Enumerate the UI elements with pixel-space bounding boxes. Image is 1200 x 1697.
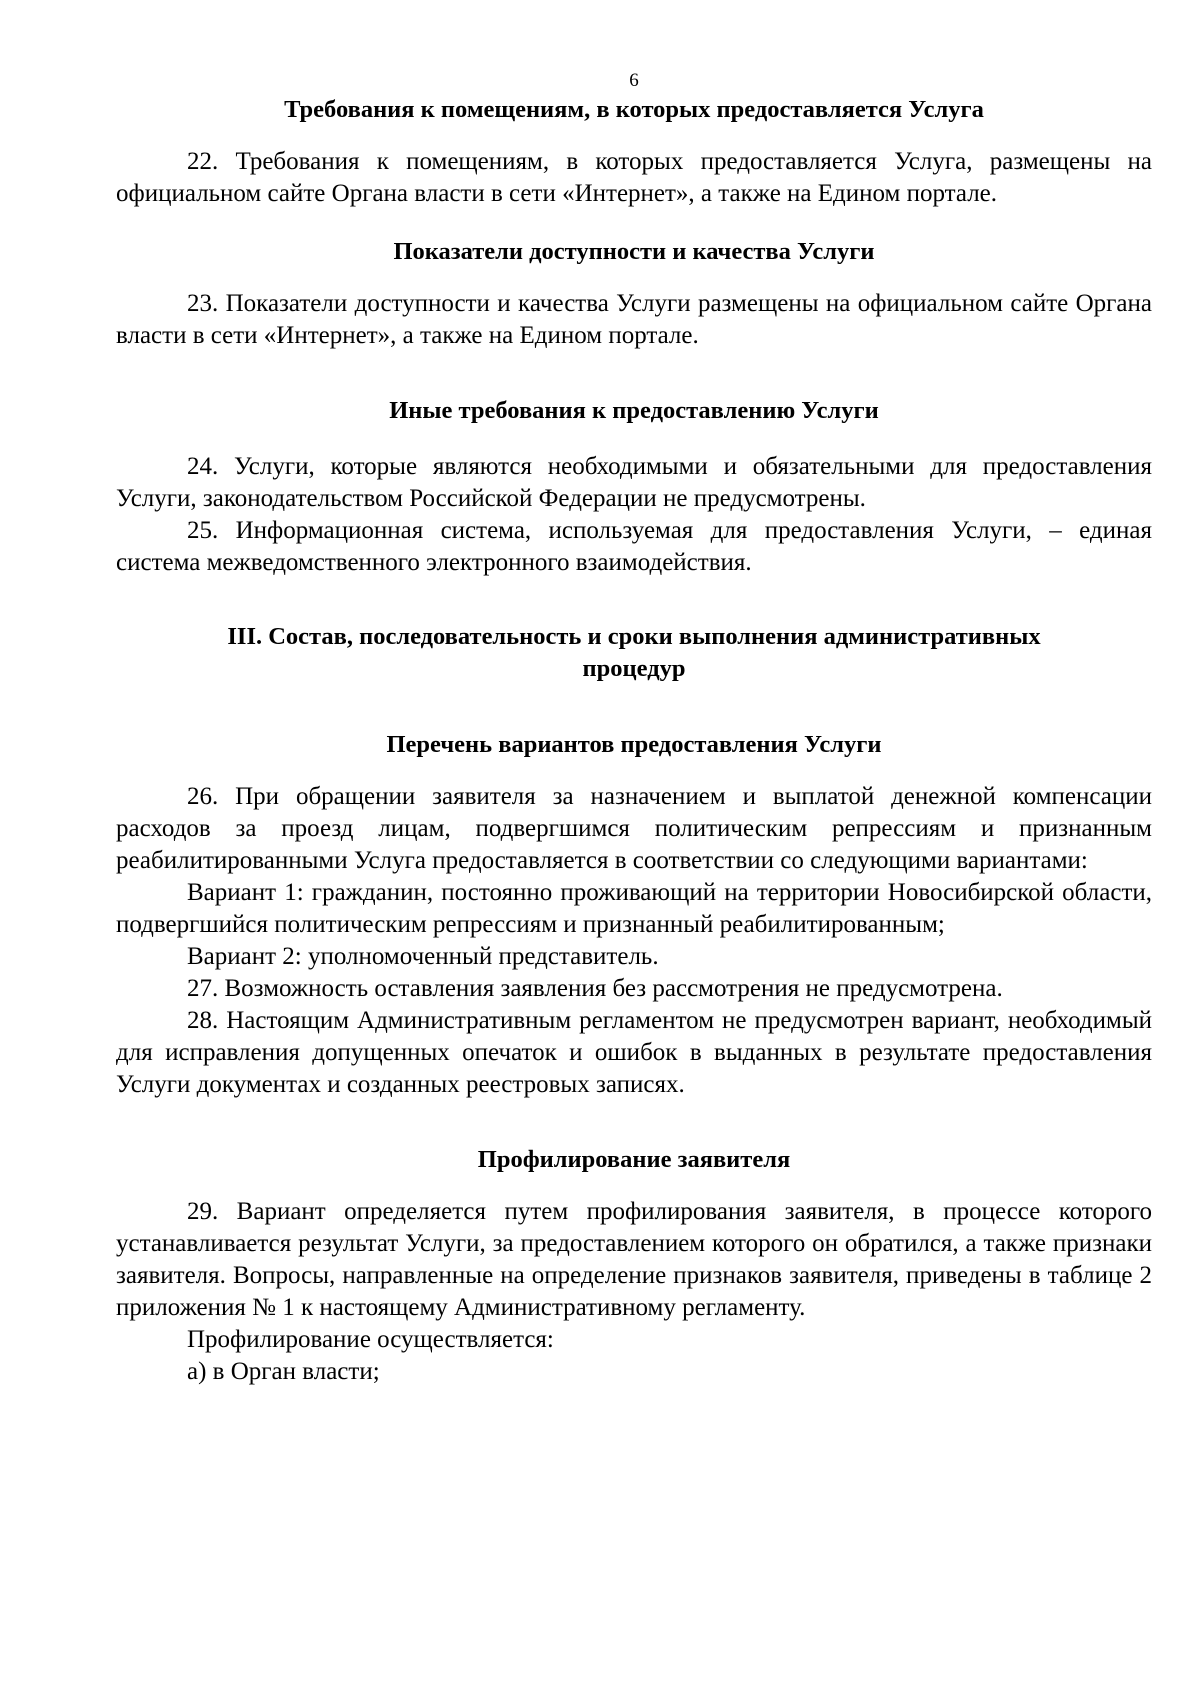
document-page <box>116 70 1152 1388</box>
paragraph-22: 22. Требования к помещениям, в которых предоставляется Услуга, размещены на официальном сайте Органа власти в сети «Интернет», а также на Едином портале. <box>116 148 1152 207</box>
profiling-item-a: а) в Орган власти; <box>187 1358 380 1385</box>
heading-quality: Показатели доступности и качества Услуги <box>393 238 875 265</box>
variant-1: Вариант 1: гражданин, постоянно проживающий на территории Новосибирской области, подвергшийся политическим репрессиям и признанный реабилитированным; <box>116 879 1152 938</box>
heading-part-3-line2: процедур <box>582 655 686 682</box>
variant-2: Вариант 2: уполномоченный представитель. <box>187 943 659 970</box>
heading-other-requirements: Иные требования к предоставлению Услуги <box>389 397 879 424</box>
heading-part-3 <box>116 621 1152 685</box>
paragraph-27: 27. Возможность оставления заявления без рассмотрения не предусмотрена. <box>187 975 1003 1002</box>
heading-part-3-line1: III. Состав, последовательность и сроки выполнения административных <box>227 623 1041 650</box>
heading-variants: Перечень вариантов предоставления Услуги <box>386 731 882 758</box>
paragraph-23: 23. Показатели доступности и качества Услуги размещены на официальном сайте Органа власти в сети «Интернет», а также на Едином портале. <box>116 290 1152 349</box>
paragraph-24: 24. Услуги, которые являются необходимыми и обязательными для предоставления Услуги, законодательством Российской Федерации не предусмотрены. <box>116 453 1152 512</box>
heading-premises: Требования к помещениям, в которых предоставляется Услуга <box>284 96 984 123</box>
paragraph-28: 28. Настоящим Административным регламентом не предусмотрен вариант, необходимый для исправления допущенных опечаток и ошибок в выданных в результате предоставления Услуги документах и созданных реестровых записях. <box>116 1007 1152 1098</box>
heading-profiling: Профилирование заявителя <box>477 1146 791 1173</box>
paragraph-29: 29. Вариант определяется путем профилирования заявителя, в процессе которого устанавливается результат Услуги, за предоставлением которого он обратился, а также признаки заявителя. Вопросы, направленные на определение признаков заявителя, приведены в таблице 2 приложения № 1 к настоящему Административному регламенту. <box>116 1198 1152 1321</box>
paragraph-25: 25. Информационная система, используемая для предоставления Услуги, – единая система межведомственного электронного взаимодействия. <box>116 517 1152 576</box>
page-number: 6 <box>629 70 639 91</box>
paragraph-26: 26. При обращении заявителя за назначением и выплатой денежной компенсации расходов за проезд лицам, подвергшимся политическим репрессиям и признанным реабилитированными Услуга предоставляется в соответствии со следующими вариантами: <box>116 783 1152 874</box>
profiling-intro: Профилирование осуществляется: <box>187 1326 554 1353</box>
